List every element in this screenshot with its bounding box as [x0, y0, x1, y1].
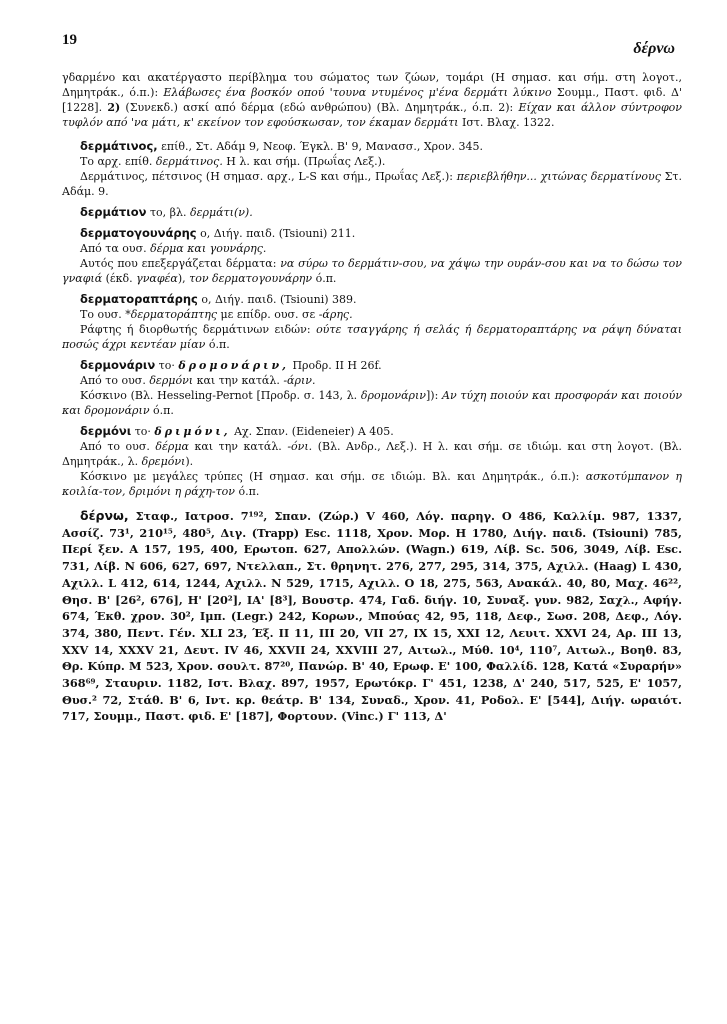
entry-derno	[62, 508, 682, 725]
entry-dermoni	[62, 424, 682, 439]
text-span: το·	[155, 359, 179, 372]
variant-form: δριμόνι,	[154, 425, 231, 438]
etymology	[62, 241, 682, 256]
term: δερμόνι	[149, 374, 194, 387]
text-span: Στ. Αδάμ. 9.	[62, 170, 682, 198]
text-span: ο, Διήγ. παιδ. (Tsiouni) 389.	[197, 293, 357, 306]
etymology	[62, 439, 682, 469]
entry-dermatinos	[62, 139, 682, 154]
text-span: Δερμάτινος, πέτσινος (Η σημασ. αρχ., L-S και σήμ., Πρωΐας Λεξ.):	[80, 170, 457, 183]
etymology	[62, 373, 682, 388]
term: *δερματοράπτης	[125, 308, 218, 321]
lemma: δερμάτινος,	[80, 139, 158, 153]
lemma: δερματοραπτάρης	[80, 292, 198, 306]
text-span: (Συνεκδ.) ασκί από δέρμα (εδώ ανθρώπου) (Βλ. Δημητράκ., ό.π. 2):	[120, 101, 519, 114]
definition	[62, 322, 682, 352]
term: -όνι.	[287, 440, 313, 453]
quotation: να σύρω το δερμάτιν-σου, να χάψω την ουράν-σου και να το δώσω τον γναφιά	[62, 257, 682, 285]
etymology	[62, 154, 682, 169]
term: δρεμόνι	[141, 455, 186, 468]
term: δρομονάριν	[360, 389, 426, 402]
quotation: Είχαν και άλλον σύντροφον τυφλόν από 'να μάτι, κ' εκείνον τον εφούσκωσαν, τον έκαμαν δερμάτι	[62, 101, 682, 129]
definition	[62, 256, 682, 286]
text-span: Ιστ. Βλαχ. 1322.	[458, 116, 555, 129]
page-body	[62, 70, 682, 725]
term: -άριν.	[283, 374, 316, 387]
text-span: ]):	[425, 389, 443, 402]
text-span: Η λ. και σήμ. (Πρωΐας Λεξ.).	[222, 155, 386, 168]
entry-dermation	[62, 205, 682, 220]
text-span: Από το ουσ.	[80, 440, 156, 453]
quotation: τον δερματογουνάρην	[189, 272, 313, 285]
text-span: Αχ. Σπαν. (Eideneier) Α 405.	[230, 425, 394, 438]
quotation: Ελάβωσες ένα βοσκόν οπού 'τουνα ντυμένος μ'ένα δερμάτι λύκινο	[163, 86, 552, 99]
text-span: το·	[131, 425, 155, 438]
text-span: επίθ., Στ. Αδάμ 9, Νεοφ. Έγκλ. Β' 9, Μανασσ., Χρον. 345.	[157, 140, 483, 153]
text-span: με επίδρ. ουσ. σε	[217, 308, 319, 321]
text-span: Από το ουσ.	[80, 374, 150, 387]
text-span: Προδρ. II Η 26f.	[288, 359, 382, 372]
text-span: Κόσκινο με μεγάλες τρύπες (Η σημασ. και σήμ. σε ιδιώμ. Βλ. και Δημητράκ., ό.π.):	[80, 470, 586, 483]
text-span: Το ουσ.	[80, 308, 126, 321]
sense-number: 2)	[107, 101, 121, 114]
text-span: και την κατάλ.	[193, 374, 284, 387]
text-span: ό.π.	[205, 338, 230, 351]
lemma: δέρνω,	[80, 508, 129, 523]
definition	[62, 469, 682, 499]
quotation: ούτε τσαγγάρης ή σελάς ή δερματοραπτάρης να ράψη δύναται ποσώς άχρι κεντέαν μίαν	[62, 323, 683, 351]
text-span: ),	[177, 272, 190, 285]
text-span: (Βλ. Ανδρ., Λεξ.). Η λ. και σήμ. σε ιδιώμ. και στη λογοτ. (Βλ. Δημητράκ., λ.	[62, 440, 682, 468]
term: δέρμα	[155, 440, 189, 453]
text-span: γδαρμένο και ακατέργαστο περίβλημα του σώματος των ζώων, τομάρι (Η σημασ. και σήμ. στη λογοτ., Δημητράκ., ό.π.):	[62, 71, 682, 99]
text-span: το, βλ.	[146, 206, 190, 219]
text-span: και την κατάλ.	[188, 440, 288, 453]
variant-form: δρομονάριν,	[178, 359, 289, 372]
term: -άρης.	[318, 308, 353, 321]
text-span: ό.π.	[312, 272, 337, 285]
quotation: ασκοτύμπανον η κοιλία-τον, δριμόνι η ράχη-τον	[62, 470, 682, 498]
lemma: δερμόνι	[80, 424, 132, 438]
citation-list: Σταφ., Ιατροσ. 7¹⁹², Σπαν. (Ζώρ.) V 460, Λόγ. παρηγ. Ο 486, Καλλίμ. 987, 1337, Ασσίζ. 73¹, 210¹⁵, 480⁵, Διγ. (Trapp) Esc. 1118, Χρον. Μορ. Η 1780, Διήγ. παιδ. (Tsiouni) 785, Περί ξεν. Α 157, 195, 400, Ερωτοπ. 627, Απολλών. (Wagn.) 619, Λίβ. Sc. 506, 3049, Λίβ. Esc. 731, Λίβ. Ν 606, 627, 697, Ντελλαπ., Στ. θρηνητ. 276, 277, 295, 314, 375, Αχιλλ. (Haag) L 430, Αχιλλ. L 412, 614, 1244, Αχιλλ. Ν 529, 1715, Αχιλλ. Ο 18, 275, 563, Ανακάλ. 40, 80, Μαχ. 46²², Θησ. Β' [26², 676], Η' [20²], ΙΑ' [8³], Βουστρ. 474, Γαδ. διήγ. 10, Συναξ. γυν. 982, Σαχλ., Αφήγ. 674, Έκθ. χρον. 30², Ιμπ. (Legr.) 242, Κορων., Μπούας 42, 95, 118, Δεφ., Σωσ. 208, Δεφ., Λόγ. 374, 380, Πεντ. Γέν. XLI 23, Έξ. II 11, III 20, VII 27, IX 15, XXI 12, Λευιτ. XXVI 24, Αρ. III 13, XXV 14, XXXV 21, Δευτ. IV 46, XXVII 24, XXVIII 27, Αιτωλ., Μύθ. 10⁴, 110⁷, Αιτωλ., Βοηθ. 83, Θρ. Κύπρ. Μ 523, Χρον. σουλτ. 87²⁰, Πανώρ. Β' 40, Ερωφ. Ε' 100, Φαλλίδ. 128, Κατά «Συραρήν» 368⁶⁹, Σταυριν. 1182, Ιστ. Βλαχ. 897, 1957, Ερωτόκρ. Γ' 451, 1238, Δ' 240, 517, 525, Ε' 1057, Θυσ.² 72, Στάθ. Β' 6, Ιντ. κρ. θεάτρ. Β' 134, Συναδ., Χρον. 41, Ροδολ. Ε' [544], Διήγ. ωραιότ. 717, Σουμμ., Παστ. φιδ. Ε' [187], Φορτουν. (Vinc.) Γ' 113, Δ'	[62, 509, 682, 724]
term: δερμάτινος.	[155, 155, 223, 168]
quotation: περιεβλήθην... χιτώνας δερματίνους	[456, 170, 661, 183]
definition	[62, 169, 682, 199]
page-number: 19	[62, 32, 77, 48]
entry-dermonarin	[62, 358, 682, 373]
text-span: Σουμμ., Παστ. φιδ. Δ' [1228].	[62, 86, 682, 114]
term: δέρμα και γουνάρης.	[150, 242, 267, 255]
running-head: δέρνω	[633, 40, 675, 57]
text-span: ).	[185, 455, 194, 468]
text-span: Ράφτης ή διορθωτής δερμάτινων ειδών:	[80, 323, 317, 336]
cross-reference: δερμάτι(ν).	[189, 206, 253, 219]
text-span: (έκδ.	[102, 272, 137, 285]
lemma: δερματογουνάρης	[80, 226, 197, 240]
text-span: Το αρχ. επίθ.	[80, 155, 156, 168]
text-span: ό.π.	[235, 485, 260, 498]
entry-dermatoraptaris	[62, 292, 682, 307]
quotation: Αν τύχη ποιούν και προσφοράν και ποιούν και δρομονάριν	[62, 389, 683, 417]
text-span: ό.π.	[149, 404, 174, 417]
text-span: ο, Διήγ. παιδ. (Tsiouni) 211.	[196, 227, 356, 240]
text-span: Κόσκινο (Βλ. Hesseling-Pernot [Προδρ. σ. 143, λ.	[80, 389, 361, 402]
text-span: Αυτός που επεξεργάζεται δέρματα:	[80, 257, 281, 270]
lemma: δερμάτιον	[80, 205, 147, 219]
term: γναφέα	[136, 272, 178, 285]
text-span: Από τα ουσ.	[80, 242, 151, 255]
definition	[62, 388, 682, 418]
entry-dermatogounaris	[62, 226, 682, 241]
etymology	[62, 307, 682, 322]
entry-continuation	[62, 70, 682, 130]
lemma: δερμονάριν	[80, 358, 156, 372]
